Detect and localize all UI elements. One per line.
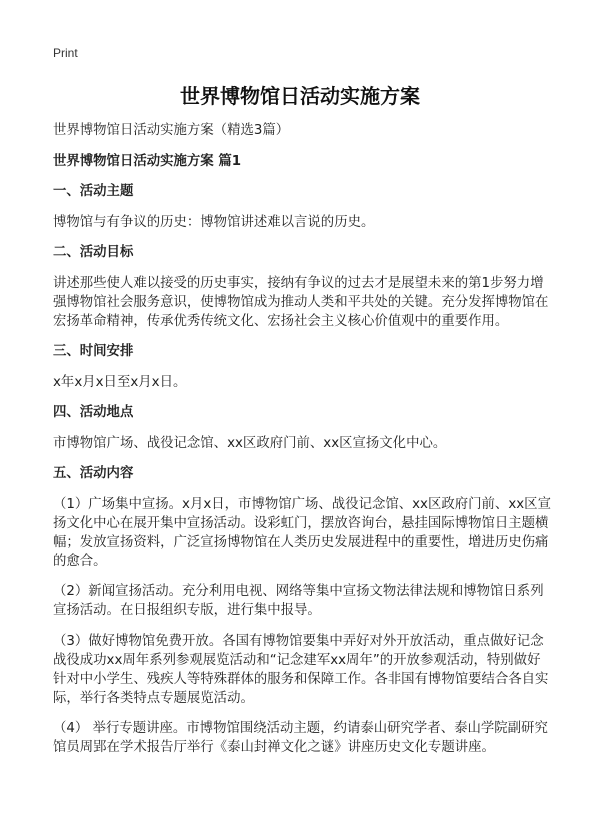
section-heading: 五、活动内容 (53, 466, 134, 481)
subtitle: 世界博物馆日活动实施方案（精选3篇） (53, 123, 290, 138)
section-paragraph: （2）新闻宣扬活动。充分利用电视、网络等集中宣扬文物法律法规和博物馆日系列宣扬活动。在日报组织专版，进行集中报导。 (53, 584, 544, 618)
section-paragraph: 博物馆与有争议的历史：博物馆讲述难以言说的历史。 (53, 214, 375, 230)
section-heading: 三、时间安排 (53, 344, 134, 359)
section-paragraph: 市博物馆广场、战役记念馆、xx区政府门前、xx区宣扬文化中心。 (53, 435, 447, 451)
document-body (53, 121, 551, 769)
section-heading: 一、活动主题 (53, 184, 134, 199)
section-heading: 二、活动目标 (53, 245, 134, 260)
section-paragraph: （3）做好博物馆免费开放。各国有博物馆要集中弄好对外开放活动，重点做好记念战役成功xx周年系列参观展览活动和“记念建军xx周年”的开放参观活动，特别做好针对中小学生、残疾人等特殊群体的服务和保障工作。各非国有博物馆要结合各自实际，举行各类特点专题展览活动。 (53, 633, 549, 706)
section-paragraph: x年x月x日至x月x日。 (53, 374, 187, 390)
section-paragraph: 讲述那些使人难以接受的历史事实，接纳有争议的过去才是展望未来的第1步努力增强博物馆社会服务意识，使博物馆成为推动人类和平共处的关键。充分发挥博物馆在宏扬革命精神，传承优秀传统文化、宏扬社会主义核心价值观中的重要作用。 (53, 275, 549, 329)
article-heading: 世界博物馆日活动实施方案 篇1 (53, 153, 242, 169)
section-heading: 四、活动地点 (53, 405, 134, 420)
print-link[interactable]: Print (53, 46, 78, 60)
section-paragraph: （4） 举行专题讲座。市博物馆围绕活动主题，约请泰山研究学者、泰山学院副研究馆员周郢在学术报告厅举行《泰山封禅文化之谜》讲座历史文化专题讲座。 (53, 721, 548, 755)
page-title: 世界博物馆日活动实施方案 (180, 84, 420, 108)
section-paragraph: （1）广场集中宣扬。x月x日，市博物馆广场、战役记念馆、xx区政府门前、xx区宣扬文化中心在展开集中宣扬活动。设彩虹门，摆放咨询台，悬挂国际博物馆日主题横幅；发放宣扬资料，广泛宣扬博物馆在人类历史发展进程中的重要性，增进历史伤痛的愈合。 (53, 496, 551, 569)
